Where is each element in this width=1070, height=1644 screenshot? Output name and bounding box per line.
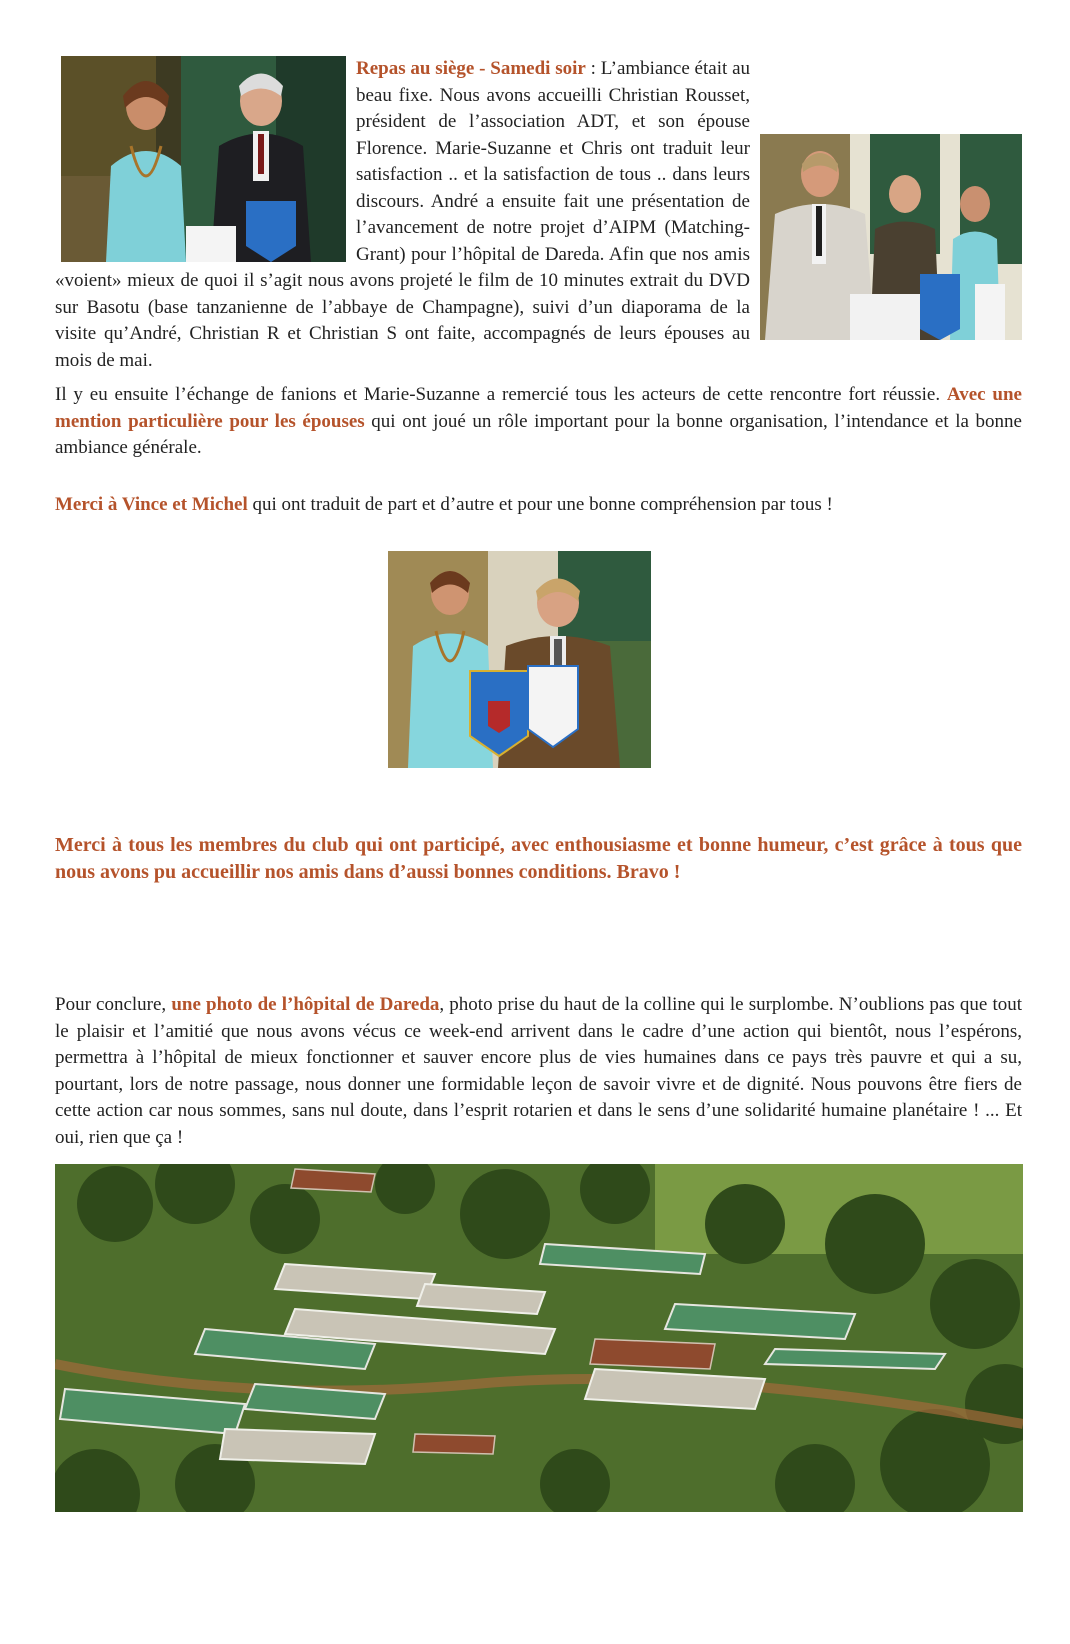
translators-paragraph	[55, 492, 1022, 519]
translators-thanks: Merci à Vince et Michel	[55, 494, 248, 515]
club-thanks-section	[55, 832, 1022, 886]
dinner-section	[55, 56, 1022, 374]
pennant-exchange-paragraph	[55, 382, 1022, 462]
pennant-text-before: Il y eu ensuite l’échange de fanions et Marie-Suzanne a remercié tous les acteurs de cette rencontre fort réussie.	[55, 384, 947, 405]
hospital-photo-mention: une photo de l’hôpital de Dareda	[171, 994, 440, 1015]
pennant-text-after: qui ont joué un rôle important pour la bonne organisation, l’intendance et la bonne ambiance générale.	[55, 410, 1022, 458]
dinner-podium-photo	[760, 134, 1022, 340]
translators-section	[55, 492, 1022, 519]
dinner-text: : L’ambiance était au beau fixe. Nous avons accueilli Christian Rousset, président de l’association ADT, et son épouse Florence. Marie-Suzanne et Chris ont traduit leur satisfaction .. et la satisfaction de tous .. dans leurs discours. André a ensuite fait une présentation de l’avancement de notre projet d’AIPM (Matching-Grant) pour l’hôpital de Dareda. Afin que nos amis «voient» mieux de quoi il s’agit nous avons projeté le film de 10 minutes extrait du DVD sur Basotu (base tanzanienne de l’abbaye de Champagne), suivi d’un diaporama de la visite qu’André, Christian R et Christian S ont faite, accompagnés de leurs épouses au mois de mai.	[55, 58, 750, 371]
conclusion-text-before: Pour conclure,	[55, 994, 172, 1015]
pennant-exchange-photo	[388, 551, 651, 768]
dinner-heading: Repas au siège - Samedi soir	[356, 58, 586, 79]
translators-text: qui ont traduit de part et d’autre et pour une bonne compréhension par tous !	[247, 494, 833, 515]
dinner-speech-photo	[61, 56, 346, 262]
conclusion-paragraph	[55, 992, 1022, 1151]
conclusion-section	[55, 992, 1022, 1151]
dareda-hospital-photo	[55, 1164, 1023, 1512]
pennant-exchange-section	[55, 382, 1022, 462]
club-thanks-paragraph: Merci à tous les membres du club qui ont participé, avec enthousiasme et bonne humeur, c’est grâce à tous que nous avons pu accueillir nos amis dans d’aussi bonnes conditions. Bravo !	[55, 834, 1022, 883]
spouses-mention: Avec une mention particulière pour les épouses	[55, 384, 1022, 432]
conclusion-text-after: , photo prise du haut de la colline qui le surplombe. N’oublions pas que tout le plaisir et l’amitié que nous avons vécus ce week-end arrivent dans le cadre d’une action qui bientôt, nous l’espérons, permettra à l’hôpital de mieux fonctionner et sauver encore plus de vies humaines dans ce pays très pauvre et qui a su, pourtant, lors de notre passage, nous donner une formidable leçon de savoir vivre et de dignité. Nous pouvons être fiers de cette action car nous sommes, sans nul doute, dans l’esprit rotarien et dans le sens d’une solidarité humaine planétaire ! ... Et oui, rien que ça !	[55, 994, 1022, 1148]
